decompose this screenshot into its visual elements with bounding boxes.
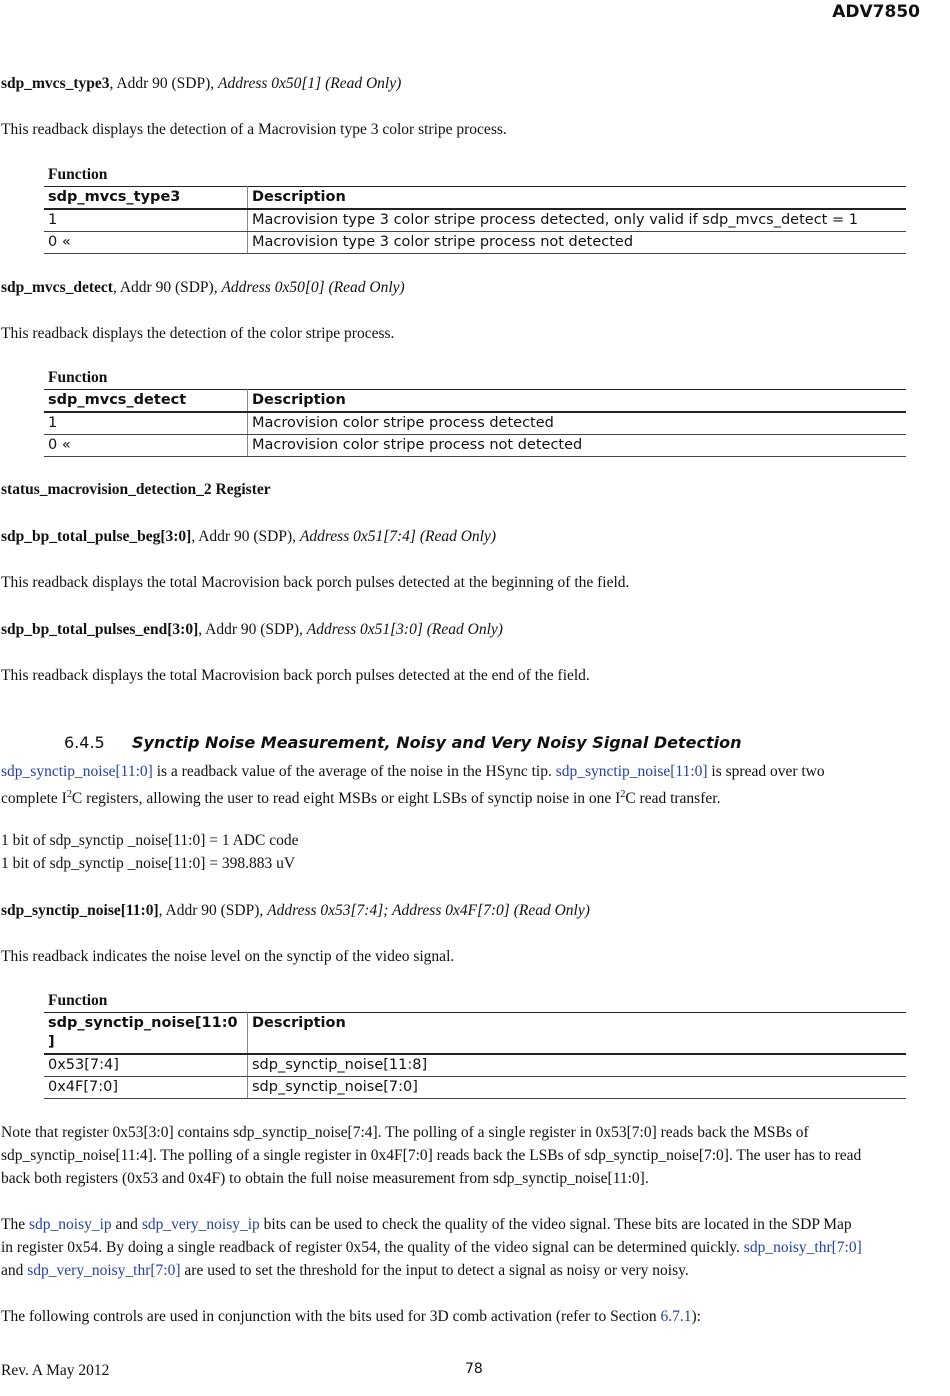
link-sdp-synctip-noise[interactable]: sdp_synctip_noise[11:0] xyxy=(555,763,708,780)
link-sdp-noisy-thr[interactable]: sdp_noisy_thr[7:0] xyxy=(743,1239,862,1256)
section-title: Synctip Noise Measurement, Noisy and Very Noisy Signal Detection xyxy=(132,733,742,752)
field-description: This readback displays the total Macrovision back porch pulses detected at the end of the field. xyxy=(1,667,590,684)
section-heading xyxy=(64,733,742,752)
table-header-cell: sdp_mvcs_type3 xyxy=(44,187,248,210)
table-function-label: Function xyxy=(48,992,108,1009)
table-row: 0x53[7:4] sdp_synctip_noise[11:8] xyxy=(44,1054,906,1077)
function-table xyxy=(44,166,906,254)
following-paragraph: The following controls are used in conjunction with the bits used for 3D comb activation (refer to Section 6.7.1): xyxy=(1,1308,701,1325)
field-description: This readback displays the detection of the color stripe process. xyxy=(1,325,395,342)
table-function-label: Function xyxy=(48,166,108,183)
register-field-heading: sdp_bp_total_pulse_beg[3:0], Addr 90 (SDP), Address 0x51[7:4] (Read Only) xyxy=(1,528,497,545)
field-name: sdp_bp_total_pulse_beg[3:0] xyxy=(1,528,192,545)
intro-paragraph: sdp_synctip_noise[11:0] is a readback value of the average of the noise in the HSync tip. sdp_synctip_noise[11:0] is spread over two complete $I^2C$ registers, allowing the user to read eight MSBs or eight LSBs of synctip noise in one $I^2C$ read transfer. xyxy=(1,763,825,808)
noisy-paragraph: The sdp_noisy_ip and sdp_very_noisy_ip bits can be used to check the quality of the video signal. These bits are located in the SDP Map in register 0x54. By doing a single readback of register 0x54, the quality of the video signal can be determined quickly. sdp_noisy_thr[7:0] and sdp_very_noisy_thr[7:0] are used to set the threshold for the input to detect a signal as noisy or very noisy. xyxy=(1,1216,862,1279)
link-sdp-noisy-ip[interactable]: sdp_noisy_ip xyxy=(28,1216,112,1233)
field-name: sdp_synctip_noise[11:0] xyxy=(1,902,159,919)
section-number: 6.4.5 xyxy=(64,733,105,752)
field-name: sdp_mvcs_type3 xyxy=(1,75,110,92)
function-table xyxy=(44,369,906,457)
table-header-cell: sdp_synctip_noise[11:0 ] xyxy=(44,1013,248,1055)
link-sdp-very-noisy-thr[interactable]: sdp_very_noisy_thr[7:0] xyxy=(27,1262,181,1279)
register-field-heading: sdp_mvcs_type3, Addr 90 (SDP), Address 0x50[1] (Read Only) xyxy=(1,75,402,92)
note-paragraph: Note that register 0x53[3:0] contains sdp_synctip_noise[7:4]. The polling of a single register in 0x53[7:0] reads back the MSBs of sdp_synctip_noise[11:4]. The polling of a single register in 0x4F[7:0] reads back the LSBs of sdp_synctip_noise[7:0]. The user has to read back both registers (0x53 and 0x4F) to obtain the full noise measurement from sdp_synctip_noise[11:0]. xyxy=(1,1124,862,1187)
footer-revision: Rev. A May 2012 xyxy=(1,1362,110,1379)
table-function-label: Function xyxy=(48,369,108,386)
table-row: 1 Macrovision type 3 color stripe process detected, only valid if sdp_mvcs_detect = 1 xyxy=(44,209,906,232)
link-sdp-synctip-noise[interactable]: sdp_synctip_noise[11:0] xyxy=(1,763,153,780)
register-field-heading: sdp_mvcs_detect, Addr 90 (SDP), Address 0x50[0] (Read Only) xyxy=(1,279,405,296)
register-field-heading: sdp_synctip_noise[11:0], Addr 90 (SDP), Address 0x53[7:4]; Address 0x4F[7:0] (Read Only) xyxy=(1,902,590,919)
function-table xyxy=(44,992,906,1099)
table-row: 1 Macrovision color stripe process detected xyxy=(44,412,906,435)
link-section-6-7-1[interactable]: 6.7.1 xyxy=(660,1308,692,1325)
table-header-cell: Description xyxy=(248,390,907,413)
page-number: 78 xyxy=(465,1361,483,1377)
field-description: This readback displays the total Macrovision back porch pulses detected at the beginning of the field. xyxy=(1,574,630,591)
table-header-cell: Description xyxy=(248,1013,907,1055)
bit-equivalence: 1 bit of sdp_synctip _noise[11:0] = 1 ADC code 1 bit of sdp_synctip _noise[11:0] = 398.883 uV xyxy=(1,832,299,872)
register-field-heading: sdp_bp_total_pulses_end[3:0], Addr 90 (SDP), Address 0x51[3:0] (Read Only) xyxy=(1,621,503,638)
table-row: 0 « Macrovision color stripe process not detected xyxy=(44,435,906,457)
field-name: sdp_bp_total_pulses_end[3:0] xyxy=(1,621,199,638)
table-row: 0 « Macrovision type 3 color stripe process not detected xyxy=(44,232,906,254)
register-heading: status_macrovision_detection_2 Register xyxy=(1,481,271,498)
table-header-cell: sdp_mvcs_detect xyxy=(44,390,248,413)
field-description: This readback indicates the noise level on the synctip of the video signal. xyxy=(1,948,455,965)
field-name: sdp_mvcs_detect xyxy=(1,279,113,296)
link-sdp-very-noisy-ip[interactable]: sdp_very_noisy_ip xyxy=(141,1216,260,1233)
field-description: This readback displays the detection of a Macrovision type 3 color stripe process. xyxy=(1,121,507,138)
table-row: 0x4F[7:0] sdp_synctip_noise[7:0] xyxy=(44,1077,906,1099)
document-header-title: ADV7850 xyxy=(832,2,920,22)
table-header-cell: Description xyxy=(248,187,907,210)
